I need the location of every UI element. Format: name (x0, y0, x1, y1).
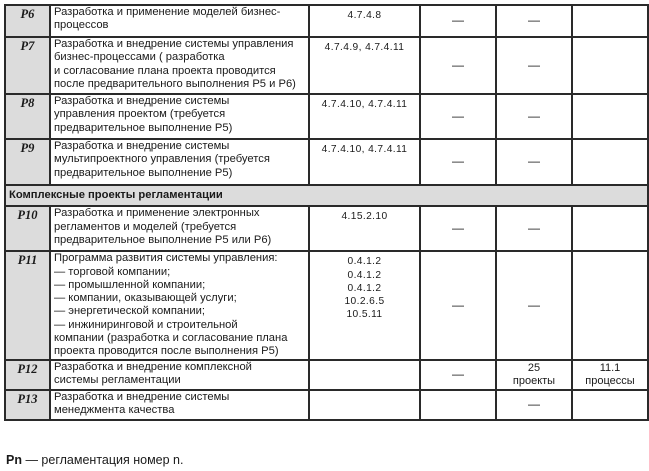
count-cell (573, 361, 647, 389)
reference-line: 0.4.1.2 (347, 269, 382, 281)
description-line: управления проектом (требуется (54, 108, 226, 121)
project-description (51, 361, 308, 389)
section-references (310, 38, 419, 93)
project-code: P7 (6, 38, 49, 93)
project-description (51, 207, 308, 250)
project-code: P9 (6, 140, 49, 184)
cell-c4: — (421, 207, 495, 250)
description-line: — компании, оказывающей услуги; (54, 292, 237, 305)
table-row (6, 361, 647, 389)
section-title: Комплексные проекты регламентации (6, 186, 647, 205)
project-description (51, 252, 308, 358)
project-code: P6 (6, 6, 49, 36)
description-line: Разработка и применение электронных (54, 207, 260, 220)
section-references (310, 252, 419, 358)
table-row (6, 6, 647, 36)
count-line: проекты (512, 374, 556, 387)
count-line: 11.1 (599, 361, 621, 374)
cell-c5: — (497, 6, 571, 36)
description-line: и согласование плана проекта проводится (54, 64, 276, 77)
cell-c4: — (421, 38, 495, 93)
footnote (6, 453, 183, 467)
project-description (51, 6, 308, 36)
project-code: P11 (6, 252, 49, 358)
description-line: предварительное выполнение P5) (54, 166, 233, 179)
project-description (51, 140, 308, 184)
footnote-symbol: Pn (6, 453, 22, 467)
count-line: 25 (527, 361, 541, 374)
table-row (6, 252, 647, 358)
description-line: бизнес-процессами ( разработка (54, 51, 225, 64)
cell-c4 (421, 391, 495, 419)
count-line: процессы (585, 374, 635, 387)
project-description (51, 38, 308, 93)
description-line: — инжиниринговой и строительной (54, 318, 238, 331)
description-line: менеджмента качества (54, 403, 175, 416)
table-row (6, 391, 647, 419)
reference-line: 4.7.4.8 (347, 10, 382, 21)
cell-c4: — (421, 252, 495, 358)
description-line: — торговой компании; (54, 265, 171, 278)
description-line: после предварительного выполнения P5 и P6) (54, 77, 296, 90)
description-line: Программа развития системы управления: (54, 252, 278, 265)
section-row (6, 186, 647, 205)
description-line: предварительное выполнение P5 или P6) (54, 233, 272, 246)
description-line: Разработка и внедрение системы (54, 390, 230, 403)
cell-c5: — (497, 38, 571, 93)
description-line: — энергетической компании; (54, 305, 205, 318)
table-row (6, 38, 647, 93)
reference-line: 0.4.1.2 (347, 256, 382, 268)
section-references (310, 391, 419, 419)
description-line: системы регламентации (54, 373, 181, 386)
table-row (6, 95, 647, 138)
description-line: — промышленной компании; (54, 278, 206, 291)
cell-c4: — (421, 140, 495, 184)
project-description (51, 391, 308, 419)
section-references (310, 207, 419, 250)
cell-c4: — (421, 6, 495, 36)
cell-c4: — (421, 95, 495, 138)
regulation-projects-table (4, 4, 649, 421)
cell-c6 (573, 38, 647, 93)
cell-c5: — (497, 95, 571, 138)
description-line: Разработка и внедрение системы управления (54, 38, 294, 50)
project-code: P13 (6, 391, 49, 419)
table-body (6, 6, 647, 419)
table-row (6, 207, 647, 250)
description-line: процессов (54, 19, 109, 32)
reference-line: 4.15.2.10 (341, 211, 388, 223)
description-line: Разработка и внедрение системы (54, 95, 230, 107)
project-code: P10 (6, 207, 49, 250)
footnote-text: — регламентация номер n. (21, 453, 184, 467)
project-code: P8 (6, 95, 49, 138)
cell-c6 (573, 252, 647, 358)
cell-c4: — (421, 361, 495, 389)
cell-c5: — (497, 252, 571, 358)
reference-line: 0.4.1.2 (347, 282, 382, 294)
section-references (310, 95, 419, 138)
cell-c6 (573, 391, 647, 419)
description-line: Разработка и внедрение системы (54, 140, 230, 152)
reference-line: 10.5.11 (346, 309, 383, 321)
count-cell (497, 361, 571, 389)
reference-line: 4.7.4.9, 4.7.4.11 (324, 42, 405, 53)
project-description (51, 95, 308, 138)
description-line: регламентов и моделей (требуется (54, 220, 237, 233)
cell-c6 (573, 207, 647, 250)
description-line: мультипроектного управления (требуется (54, 153, 270, 166)
description-line: предварительное выполнение P5) (54, 121, 233, 134)
project-code: P12 (6, 361, 49, 389)
description-line: проекта проводится после выполнения P5) (54, 345, 279, 358)
cell-c5: — (497, 207, 571, 250)
reference-line: 10.2.6.5 (344, 296, 385, 308)
cell-c6 (573, 6, 647, 36)
section-references (310, 140, 419, 184)
description-line: Разработка и внедрение комплексной (54, 360, 252, 373)
reference-line: 4.7.4.10, 4.7.4.11 (321, 144, 408, 155)
cell-c5: — (497, 140, 571, 184)
table-row (6, 140, 647, 184)
reference-line: 4.7.4.10, 4.7.4.11 (321, 99, 408, 110)
description-line: компании (разработка и согласование плана (54, 332, 288, 345)
section-references (310, 6, 419, 36)
cell-c6 (573, 95, 647, 138)
description-line: Разработка и применение моделей бизнес- (54, 6, 281, 18)
cell-c5: — (497, 391, 571, 419)
section-references (310, 361, 419, 389)
cell-c6 (573, 140, 647, 184)
